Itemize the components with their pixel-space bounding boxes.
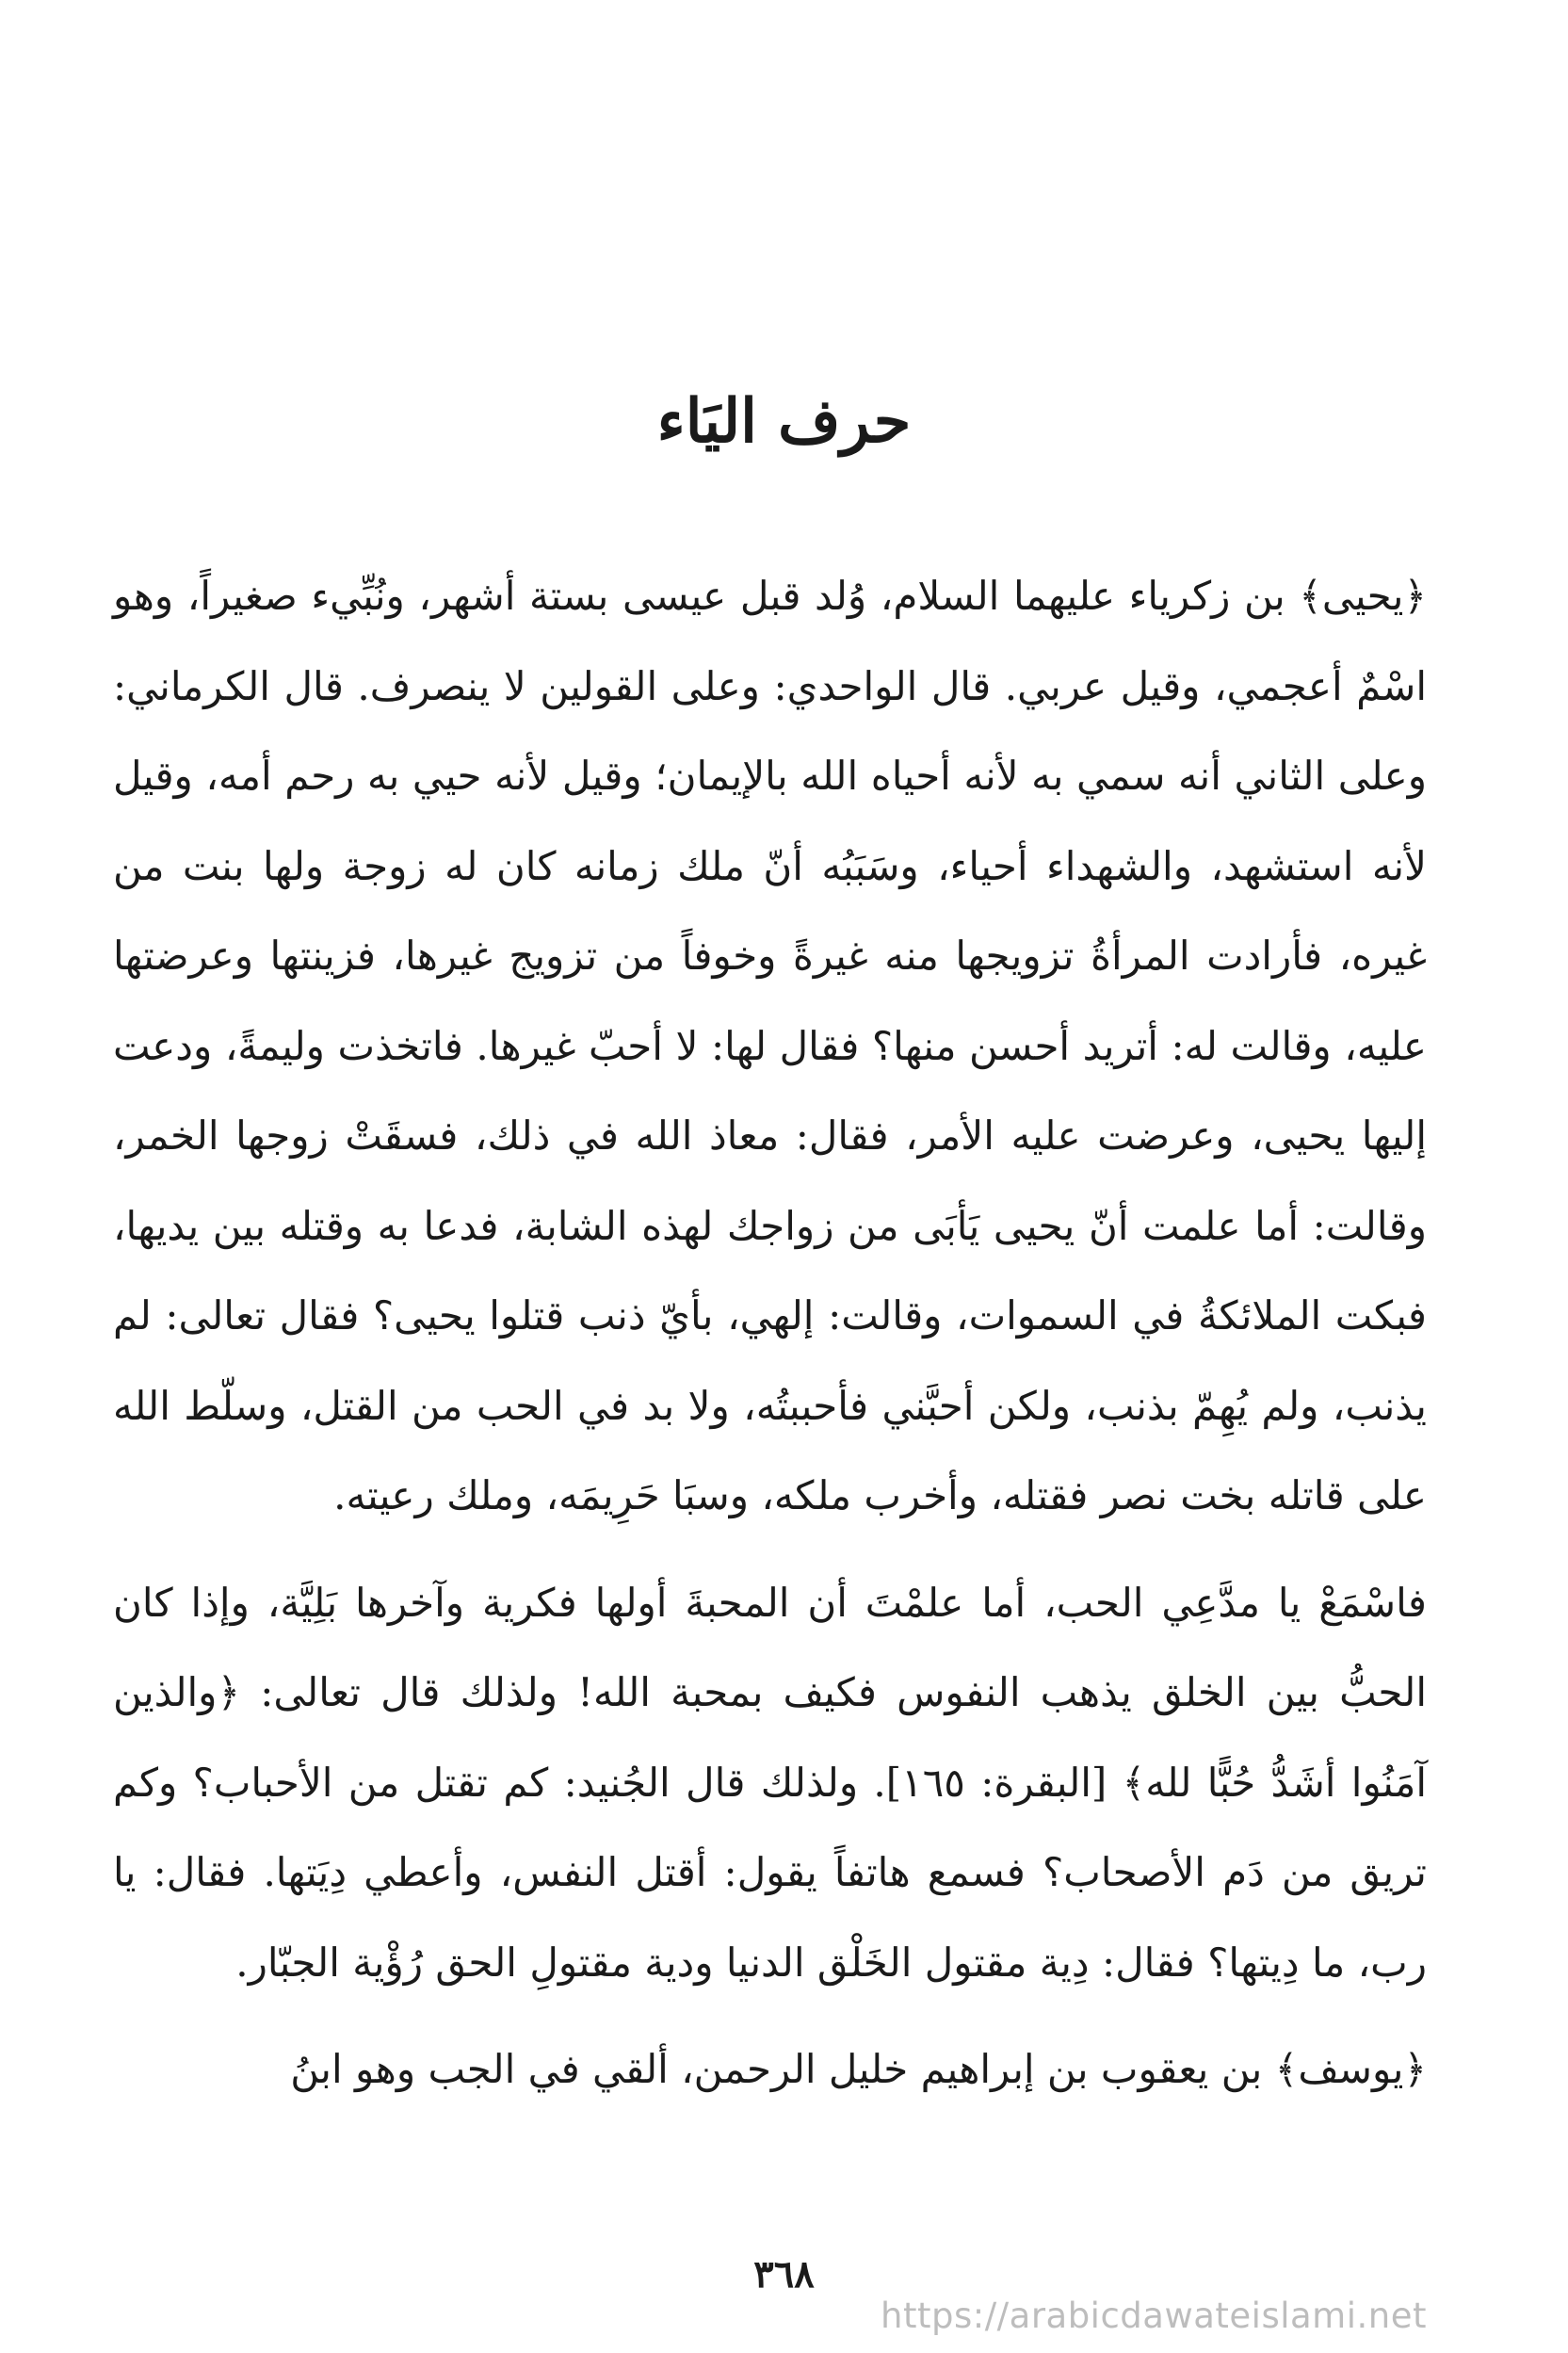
paragraph-love: فاسْمَعْ يا مدَّعِي الحب، أما علمْتَ أن المحبةَ أولها فكرية وآخرها بَلِيَّة، وإذا كان الحبُّ بين الخلق يذهب النفوس فكيف بمحبة الله! ولذلك قال تعالى: ﴿والذين آمَنُوا أشَدُّ حُبًّا لله﴾ [البقرة: ١٦٥]. ولذلك قال الجُنيد: كم تقتل من الأحباب؟ وكم تريق من دَم الأصحاب؟ فسمع هاتفاً يقول: أقتل النفس، وأعطي دِيَتها. فقال: يا رب، ما دِيتها؟ فقال: دِية مقتول الخَلْق الدنيا ودية مقتولِ الحق رُؤْية الجبّار. [113, 1579, 1427, 1986]
chapter-title: حرف اليَاء [656, 386, 912, 457]
page-number: ٣٦٨ [753, 2252, 815, 2296]
page-body [113, 551, 1427, 2115]
paragraph-yahya: ﴿يحيى﴾ بن زكرياء عليهما السلام، وُلد قبل عيسى بستة أشهر، ونُبِّيء صغيراً، وهو اسْمٌ أعجمي، وقيل عربي. قال الواحدي: وعلى القولين لا ينصرف. قال الكرماني: وعلى الثاني أنه سمي به لأنه أحياه الله بالإيمان؛ وقيل لأنه حيي به رحم أمه، وقيل لأنه استشهد، والشهداء أحياء، وسَبَبُه أنّ ملك زمانه كان له زوجة ولها بنت من غيره، فأرادت المرأةُ تزويجها منه غيرةً وخوفاً من تزويج غيرها، فزينتها وعرضتها عليه، وقالت له: أتريد أحسن منها؟ فقال لها: لا أحبّ غيرها. فاتخذت وليمةً، ودعت إليها يحيى، وعرضت عليه الأمر، فقال: معاذ الله في ذلك، فسقَتْ زوجها الخمر، وقالت: أما علمت أنّ يحيى يَأبَى من زواجك لهذه الشابة، فدعا به وقتله بين يديها، فبكت الملائكةُ في السموات، وقالت: إلهي، بأيّ ذنب قتلوا يحيى؟ فقال تعالى: لم يذنب، ولم يُهِمّ بذنب، ولكن أحبَّني فأحببتُه، ولا بد في الحب من القتل، وسلّط الله على قاتله بخت نصر فقتله، وأخرب ملكه، وسبَا حَرِيمَه، وملك رعيته. [113, 573, 1427, 1518]
watermark-url: https://arabicdawateislami.net [881, 2296, 1427, 2336]
paragraph-yusuf: ﴿يوسف﴾ بن يعقوب بن إبراهيم خليل الرحمن، ألقي في الجب وهو ابنُ [290, 2046, 1427, 2092]
